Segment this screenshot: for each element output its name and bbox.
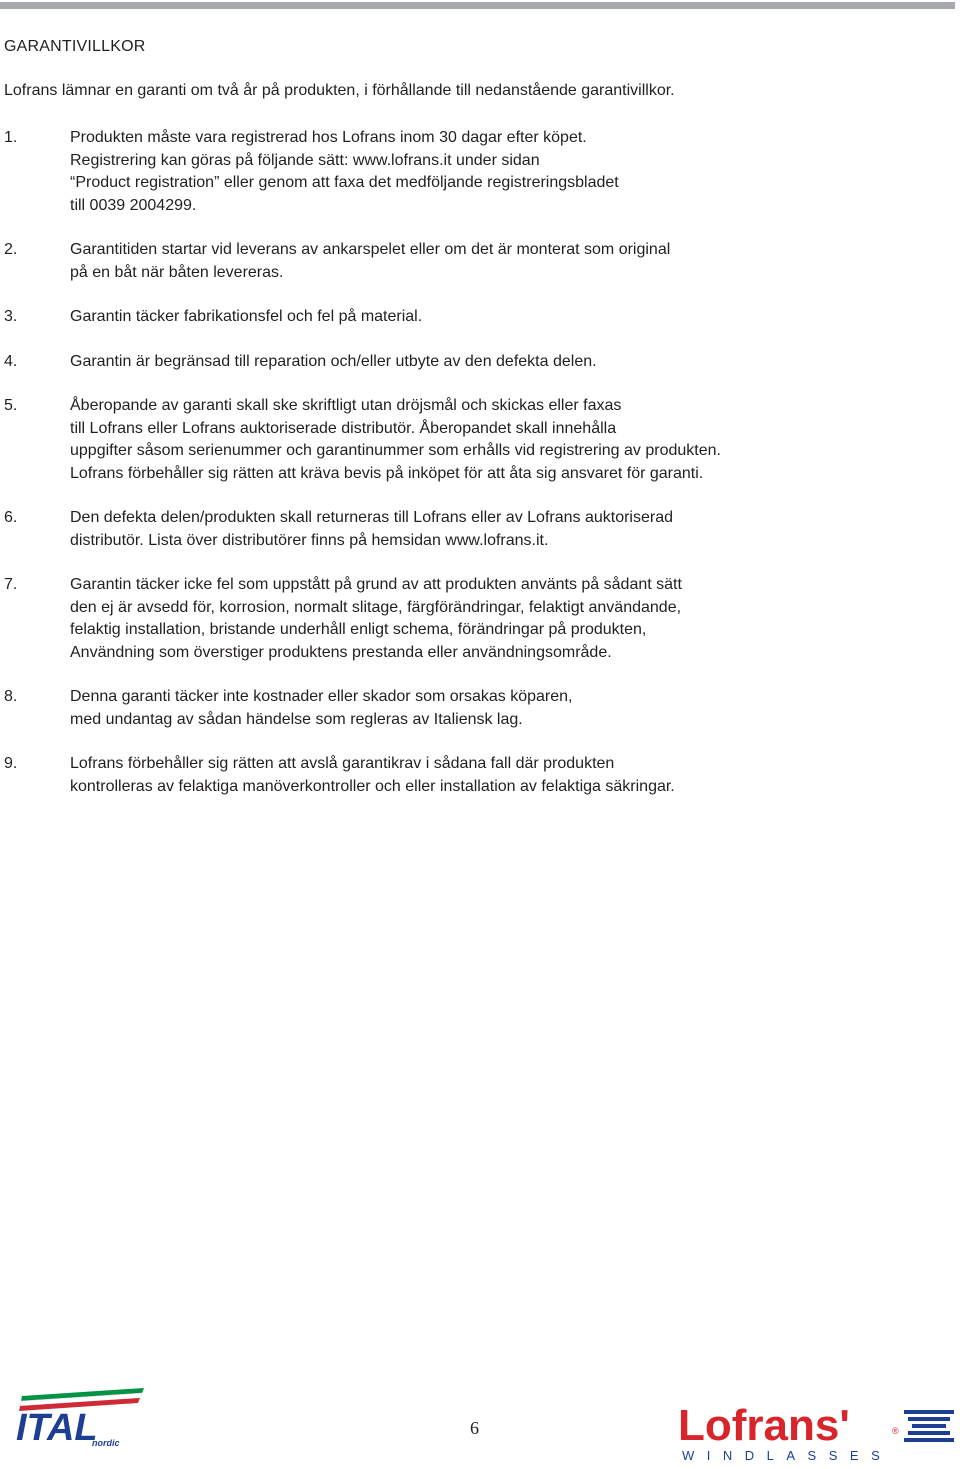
item-line: med undantag av sådan händelse som regleras av Italiensk lag.	[70, 710, 523, 728]
item-line: Garantin är begränsad till reparation och/eller utbyte av den defekta delen.	[70, 352, 597, 370]
item-line: felaktig installation, bristande underhåll enligt schema, förändringar på produkten,	[70, 621, 647, 638]
item-number: 6.	[4, 509, 18, 526]
list-item	[0, 351, 900, 374]
list-item	[0, 686, 900, 731]
intro-paragraph: Lofrans lämnar en garanti om två år på produkten, i förhållande till nedanstående garantivillkor.	[4, 82, 675, 99]
list-item	[0, 127, 900, 217]
item-line: Registrering kan göras på följande sätt: www.lofrans.it under sidan	[70, 151, 540, 169]
list-item	[0, 507, 900, 552]
item-line: Lofrans förbehåller sig rätten att avslå garantikrav i sådana fall där produkten	[70, 755, 615, 772]
lofrans-logo	[678, 1402, 956, 1469]
ital-nordic-logo	[12, 1386, 144, 1453]
item-line: den ej är avsedd för, korrosion, normalt slitage, färgförändringar, felaktigt användande,	[70, 598, 682, 616]
item-line: Åberopande av garanti skall ske skriftligt utan dröjsmål och skickas eller faxas	[70, 397, 622, 414]
list-item	[0, 753, 900, 798]
item-line: Garantin täcker icke fel som uppstått på grund av att produkten använts på sådant sätt	[70, 576, 682, 593]
windlasses-text: WINDLASSES	[682, 1448, 893, 1463]
item-line: “Product registration” eller genom att faxa det medföljande registreringsbladet	[70, 174, 619, 191]
item-line: till Lofrans eller Lofrans auktoriserade distributör. Åberopandet skall innehålla	[70, 419, 617, 437]
document-heading: GARANTIVILLKOR	[4, 38, 146, 55]
item-line: Denna garanti täcker inte kostnader eller skador som orsakas köparen,	[70, 688, 573, 705]
item-number: 3.	[4, 308, 18, 325]
list-item	[0, 574, 900, 664]
item-line: på en båt när båten levereras.	[70, 263, 284, 281]
page-number: 6	[470, 1418, 479, 1438]
item-number: 8.	[4, 688, 18, 705]
list-item	[0, 395, 900, 485]
ital-logo-text: ITAL	[16, 1407, 98, 1448]
item-line: Garantitiden startar vid leverans av ankarspelet eller om det är monterat som original	[70, 241, 671, 258]
item-number: 9.	[4, 755, 18, 772]
item-line: Produkten måste vara registrerad hos Lofrans inom 30 dagar efter köpet.	[70, 129, 587, 146]
top-rule	[0, 2, 955, 9]
registered-mark: ®	[892, 1426, 899, 1436]
item-line: Användning som överstiger produktens prestanda eller användningsområde.	[70, 643, 612, 661]
item-number: 1.	[4, 129, 18, 146]
item-line: uppgifter såsom serienummer och garantinummer som erhålls vid registrering av produkten.	[70, 442, 721, 459]
lofrans-logo-text: Lofrans'	[678, 1402, 850, 1450]
ital-logo-subtext: nordic	[92, 1438, 120, 1448]
item-line: till 0039 2004299.	[70, 196, 197, 214]
item-line: kontrolleras av felaktiga manöverkontroller och eller installation av felaktiga säkringar.	[70, 777, 675, 795]
terms-list	[0, 127, 900, 820]
item-line: Den defekta delen/produkten skall returneras till Lofrans eller av Lofrans auktoriserad	[70, 509, 673, 526]
list-item	[0, 306, 900, 329]
item-number: 5.	[4, 397, 18, 414]
list-item	[0, 239, 900, 284]
item-line: Lofrans förbehåller sig rätten att kräva bevis på inköpet för att åta sig ansvaret för garanti.	[70, 464, 704, 482]
item-number: 7.	[4, 576, 18, 593]
windlass-drum-icon	[904, 1410, 954, 1442]
item-line: distributör. Lista över distributörer finns på hemsidan www.lofrans.it.	[70, 531, 549, 549]
item-number: 2.	[4, 241, 18, 258]
item-number: 4.	[4, 352, 18, 370]
item-line: Garantin täcker fabrikationsfel och fel på material.	[70, 308, 423, 325]
